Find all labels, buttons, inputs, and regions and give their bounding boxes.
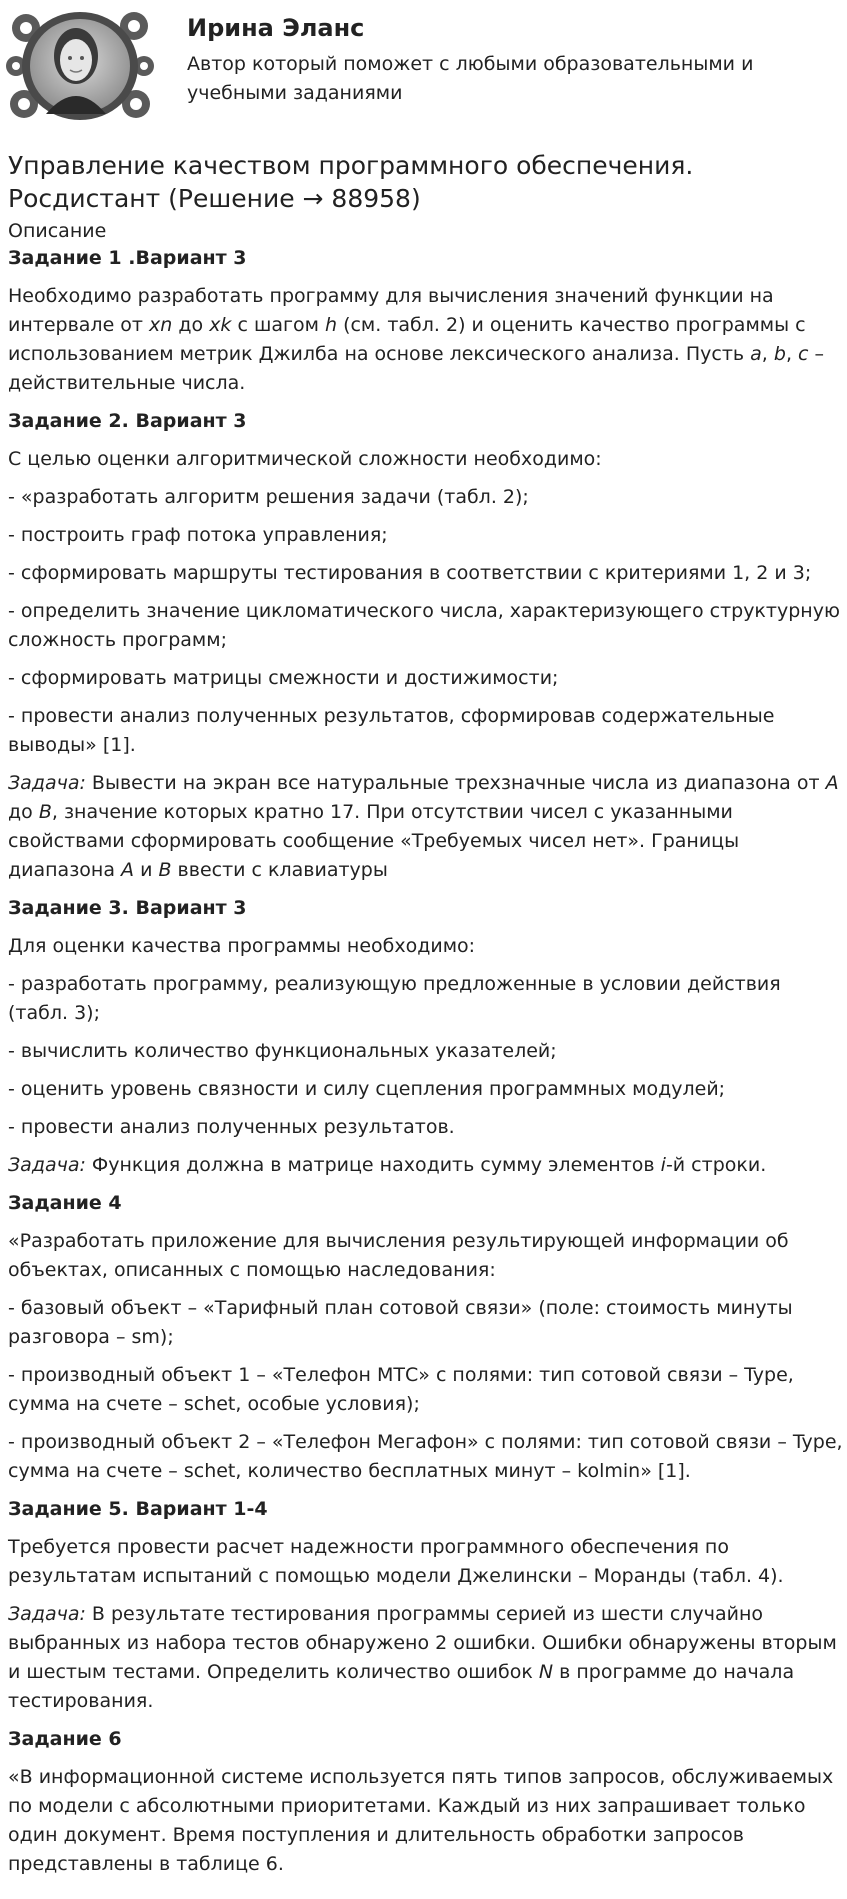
paragraph: Задача: Вывести на экран все натуральные трехзначные числа из диапазона от A до B, значение которых кратно 17. При отсутствии чисел с указанными свойствами сформировать сообщение «Требуемых чисел нет». Границы диапазона A и B ввести с клавиатуры xyxy=(8,772,839,881)
paragraph: Задача: В результате тестирования программы серией из шести случайно выбранных из набора тестов обнаружено 2 ошибки. Ошибки обнаружены вторым и шестым тестами. Определить количество ошибок N в программе до начала тестирования. xyxy=(8,1603,837,1712)
paragraph: - производный объект 1 – «Телефон МТС» с полями: тип сотовой связи – Type, сумма на счете – schet, особые условия); xyxy=(8,1364,794,1415)
author-header xyxy=(0,0,847,140)
task-heading: Задание 2. Вариант 3 xyxy=(8,410,247,432)
author-avatar[interactable] xyxy=(6,6,154,126)
paragraph: «В информационной системе используется пять типов запросов, обслуживаемых по модели с абсолютными приоритетами. Каждый из них запрашивает только один документ. Время поступления и длительность обработки запросов представлены в таблице 6. xyxy=(8,1766,834,1875)
author-name[interactable]: Ирина Эланс xyxy=(187,14,365,42)
paragraph: - производный объект 2 – «Телефон Мегафон» с полями: тип сотовой связи – Type, сумма на счете – schet, количество бесплатных минут – kolmin» [1]. xyxy=(8,1431,843,1482)
paragraph: - провести анализ полученных результатов, сформировав содержательные выводы» [1]. xyxy=(8,705,775,756)
paragraph: - сформировать маршруты тестирования в соответствии с критериями 1, 2 и 3; xyxy=(8,562,812,584)
paragraph: - «разработать алгоритм решения задачи (табл. 2); xyxy=(8,486,529,508)
paragraph: Требуется провести расчет надежности программного обеспечения по результатам испытаний с помощью модели Джелински – Моранды (табл. 4). xyxy=(8,1536,784,1587)
author-description: Автор который поможет с любыми образовательными и учебными заданиями xyxy=(187,53,754,104)
task-heading: Задание 4 xyxy=(8,1192,122,1214)
task-heading: Задание 6 xyxy=(8,1728,122,1750)
task-heading: Задание 5. Вариант 1-4 xyxy=(8,1498,268,1520)
paragraph: - разработать программу, реализующую предложенные в условии действия (табл. 3); xyxy=(8,973,781,1024)
paragraph: - базовый объект – «Тарифный план сотовой связи» (поле: стоимость минуты разговора – sm); xyxy=(8,1297,793,1348)
paragraph: «Разработать приложение для вычисления результирующей информации об объектах, описанных с помощью наследования: xyxy=(8,1230,789,1281)
paragraph: Для оценки качества программы необходимо: xyxy=(8,935,476,957)
paragraph: - вычислить количество функциональных указателей; xyxy=(8,1040,557,1062)
task-heading: Задание 1 .Вариант 3 xyxy=(8,247,247,269)
description-label: Описание xyxy=(8,220,107,242)
page-title: Управление качеством программного обеспечения. Росдистант (Решение → 88958) xyxy=(8,151,694,213)
paragraph: - провести анализ полученных результатов. xyxy=(8,1116,455,1138)
paragraph: - определить значение цикломатического числа, характеризующего структурную сложность программ; xyxy=(8,600,840,651)
task-heading: Задание 3. Вариант 3 xyxy=(8,897,247,919)
paragraph: Необходимо разработать программу для вычисления значений функции на интервале от xn до xk с шагом h (см. табл. 2) и оценить качество программы с использованием метрик Джилба на основе лексического анализа. Пусть a, b, c – действительные числа. xyxy=(8,285,825,394)
paragraph: - построить граф потока управления; xyxy=(8,524,388,546)
paragraph: - оценить уровень связности и силу сцепления программных модулей; xyxy=(8,1078,726,1100)
paragraph: С целью оценки алгоритмической сложности необходимо: xyxy=(8,448,602,470)
description-content xyxy=(8,244,843,1888)
paragraph: Задача: Функция должна в матрице находить сумму элементов i-й строки. xyxy=(8,1154,767,1176)
paragraph: - сформировать матрицы смежности и достижимости; xyxy=(8,667,559,689)
